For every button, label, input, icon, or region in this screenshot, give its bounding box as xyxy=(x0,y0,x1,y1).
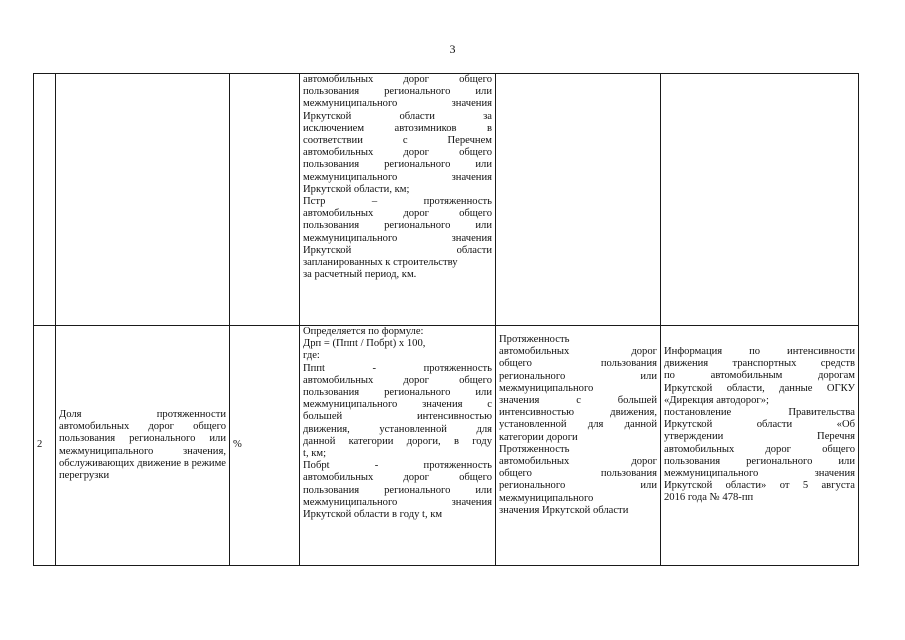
method-line: данной категории дороги, в году xyxy=(303,435,492,447)
base-line: регионального или xyxy=(499,370,657,382)
method-line: Пстр – протяженность xyxy=(303,196,492,208)
method-line: межмуниципального значения xyxy=(303,171,492,183)
method-line: автомобильных дорог общего xyxy=(303,208,492,220)
table-row-continuation xyxy=(34,74,859,326)
cell-data-sources xyxy=(661,326,859,566)
base-line: категории дороги xyxy=(499,431,578,443)
source-line: движения транспортных средств xyxy=(664,358,855,370)
source-line: Информация по интенсивности xyxy=(664,346,855,357)
method-line: пользования регионального или xyxy=(303,387,492,399)
source-line: по автомобильным дорогам xyxy=(664,370,855,382)
base-line: межмуниципального xyxy=(499,382,594,394)
cell-number-empty xyxy=(34,74,56,326)
method-line: t, км; xyxy=(303,448,327,460)
method-line: пользования регионального или xyxy=(303,86,492,98)
cell-unit: % xyxy=(230,326,300,566)
cell-source-empty xyxy=(661,74,859,326)
method-line: Определяется по формуле: xyxy=(303,326,424,337)
method-line: межмуниципального значения xyxy=(303,496,492,508)
cell-indicator-name: Доля протяженности автомобильных дорог общего пользования регионального или межмуниципального значения, обслуживающих движение в режиме перегрузки xyxy=(56,326,230,566)
cell-calculation-method xyxy=(300,326,496,566)
source-line: «Дирекция автодорог»; xyxy=(664,394,769,406)
method-line: соответствии с Перечнем xyxy=(303,135,492,147)
base-line: интенсивностью движения, xyxy=(499,407,657,419)
cell-unit-empty xyxy=(230,74,300,326)
base-line: регионального или xyxy=(499,480,657,492)
source-line: Иркутской области «Об xyxy=(664,419,855,431)
method-line: Иркутской области в году t, км xyxy=(303,509,443,521)
method-line: исключением автозимников в xyxy=(303,122,492,134)
cell-row-number: 2 xyxy=(34,326,56,566)
method-line: автомобильных дорог общего xyxy=(303,374,492,386)
method-line: Иркутской области, км; xyxy=(303,183,410,195)
base-line: автомобильных дорог xyxy=(499,346,657,358)
source-line: Иркутской области» от 5 августа xyxy=(664,480,855,492)
method-line: автомобильных дорог общего xyxy=(303,147,492,159)
base-line: значения с большей xyxy=(499,395,657,407)
table-row-2 xyxy=(34,326,859,566)
source-line: межмуниципального значения xyxy=(664,468,855,480)
cell-base-indicators xyxy=(496,326,661,566)
page-number: 3 xyxy=(449,42,456,56)
method-line: пользования регионального или xyxy=(303,159,492,171)
method-line: автомобильных дорог общего xyxy=(303,472,492,484)
method-line: запланированных к строительству xyxy=(303,257,458,269)
source-line: автомобильных дорог общего xyxy=(664,443,855,455)
method-line: межмуниципального значения xyxy=(303,232,492,244)
indicators-table xyxy=(33,73,859,566)
method-line: пользования регионального или xyxy=(303,484,492,496)
cell-base-empty xyxy=(496,74,661,326)
base-line: установленной для данной xyxy=(499,419,657,431)
base-line: общего пользования xyxy=(499,468,657,480)
method-line: межмуниципального значения с xyxy=(303,399,492,411)
source-line: утверждении Перечня xyxy=(664,431,855,443)
source-line: постановление Правительства xyxy=(664,407,855,419)
base-line: автомобильных дорог xyxy=(499,456,657,468)
cell-method-continuation xyxy=(300,74,496,326)
method-line: Дрп = (Пппt / Побрt) х 100, xyxy=(303,338,426,350)
method-line: где: xyxy=(303,350,320,362)
method-line: Иркутской области за xyxy=(303,110,492,122)
method-line: автомобильных дорог общего xyxy=(303,74,492,85)
base-line: значения Иркутской области xyxy=(499,504,629,516)
method-line: Пппt - протяженность xyxy=(303,362,492,374)
method-line: Иркутской области xyxy=(303,244,492,256)
base-line: общего пользования xyxy=(499,358,657,370)
method-line: межмуниципального значения xyxy=(303,98,492,110)
base-line: Протяженность xyxy=(499,334,570,345)
method-line: пользования регионального или xyxy=(303,220,492,232)
base-line: Протяженность xyxy=(499,443,570,455)
cell-name-empty xyxy=(56,74,230,326)
method-line: большей интенсивностью xyxy=(303,411,492,423)
source-line: пользования регионального или xyxy=(664,455,855,467)
method-line: Побрt - протяженность xyxy=(303,460,492,472)
method-line: за расчетный период, км. xyxy=(303,269,417,281)
base-line: межмуниципального xyxy=(499,492,594,504)
source-line: Иркутской области, данные ОГКУ xyxy=(664,382,855,394)
method-line: движения, установленной для xyxy=(303,423,492,435)
source-line: 2016 года № 478-пп xyxy=(664,492,754,504)
